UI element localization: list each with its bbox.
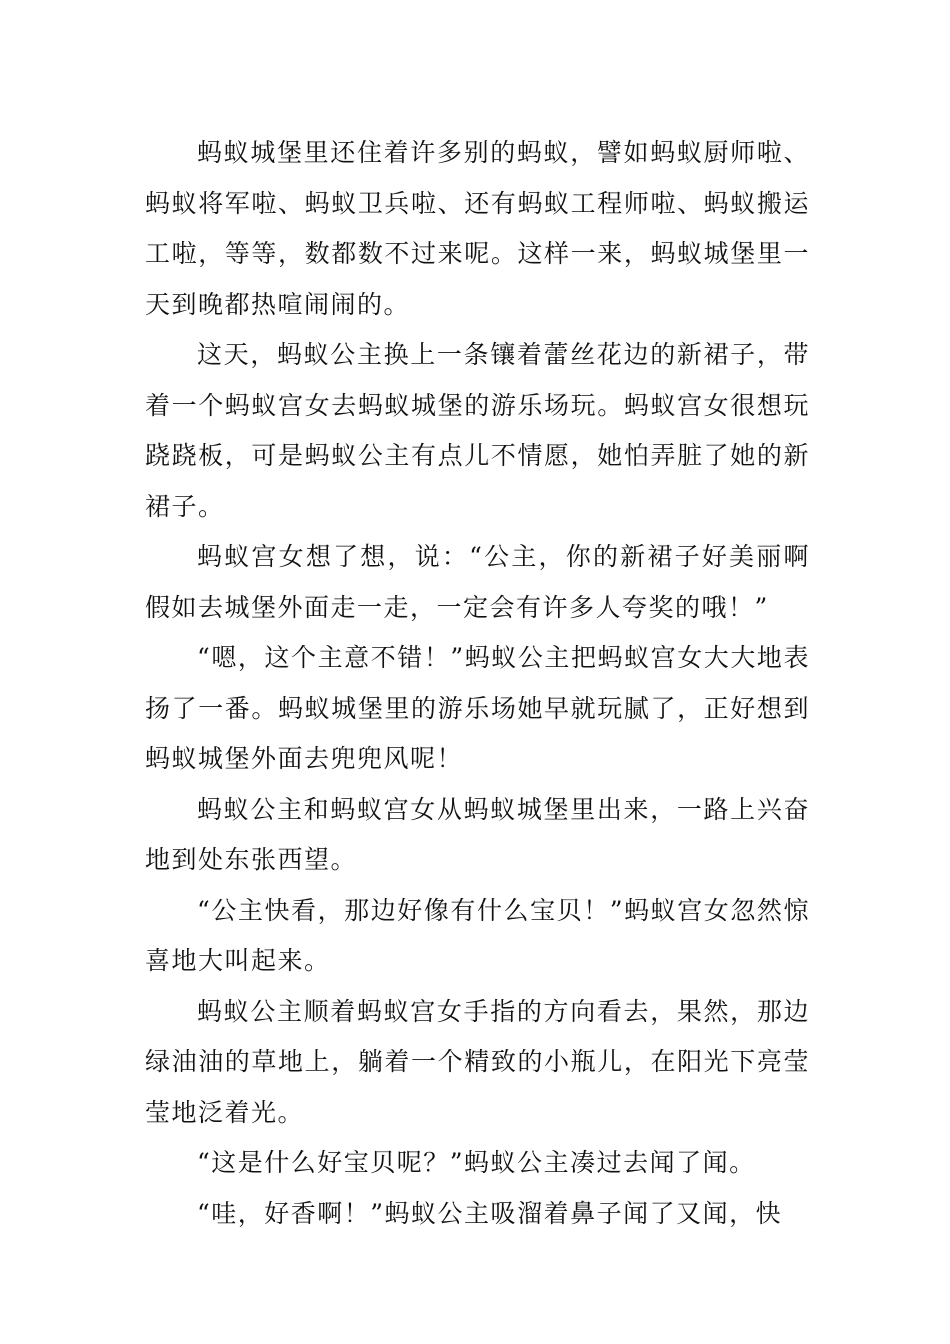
paragraph-2: 这天，蚂蚁公主换上一条镶着蕾丝花边的新裙子，带着一个蚂蚁宫女去蚂蚁城堡的游乐场玩。蚂蚁宫女很想玩跷跷板，可是蚂蚁公主有点儿不情愿，她怕弄脏了她的新裙子。 xyxy=(145,340,810,521)
paragraph-7: 蚂蚁公主顺着蚂蚁宫女手指的方向看去，果然，那边绿油油的草地上，躺着一个精致的小瓶儿，在阳光下亮莹莹地泛着光。 xyxy=(145,996,810,1127)
paragraph-1: 蚂蚁城堡里还住着许多别的蚂蚁，譬如蚂蚁厨师啦、蚂蚁将军啦、蚂蚁卫兵啦、还有蚂蚁工程师啦、蚂蚁搬运工啦，等等，数都数不过来呢。这样一来，蚂蚁城堡里一天到晚都热喧闹闹的。 xyxy=(145,138,810,319)
story-text xyxy=(145,128,810,1239)
paragraph-4: “嗯，这个主意不错！”蚂蚁公主把蚂蚁宫女大大地表扬了一番。蚂蚁城堡里的游乐场她早就玩腻了，正好想到蚂蚁城堡外面去兜兜风呢！ xyxy=(145,643,810,773)
paragraph-6: “公主快看，那边好像有什么宝贝！”蚂蚁宫女忽然惊喜地大叫起来。 xyxy=(145,895,810,975)
paragraph-3: 蚂蚁宫女想了想，说：“公主，你的新裙子好美丽啊假如去城堡外面走一走，一定会有许多人夸奖的哦！” xyxy=(145,542,810,622)
paragraph-8: “这是什么好宝贝呢？”蚂蚁公主凑过去闻了闻。 xyxy=(197,1148,756,1177)
paragraph-5: 蚂蚁公主和蚂蚁宫女从蚂蚁城堡里出来，一路上兴奋地到处东张西望。 xyxy=(145,794,810,874)
paragraph-9: “哇，好香啊！”蚂蚁公主吸溜着鼻子闻了又闻，快 xyxy=(197,1198,783,1228)
